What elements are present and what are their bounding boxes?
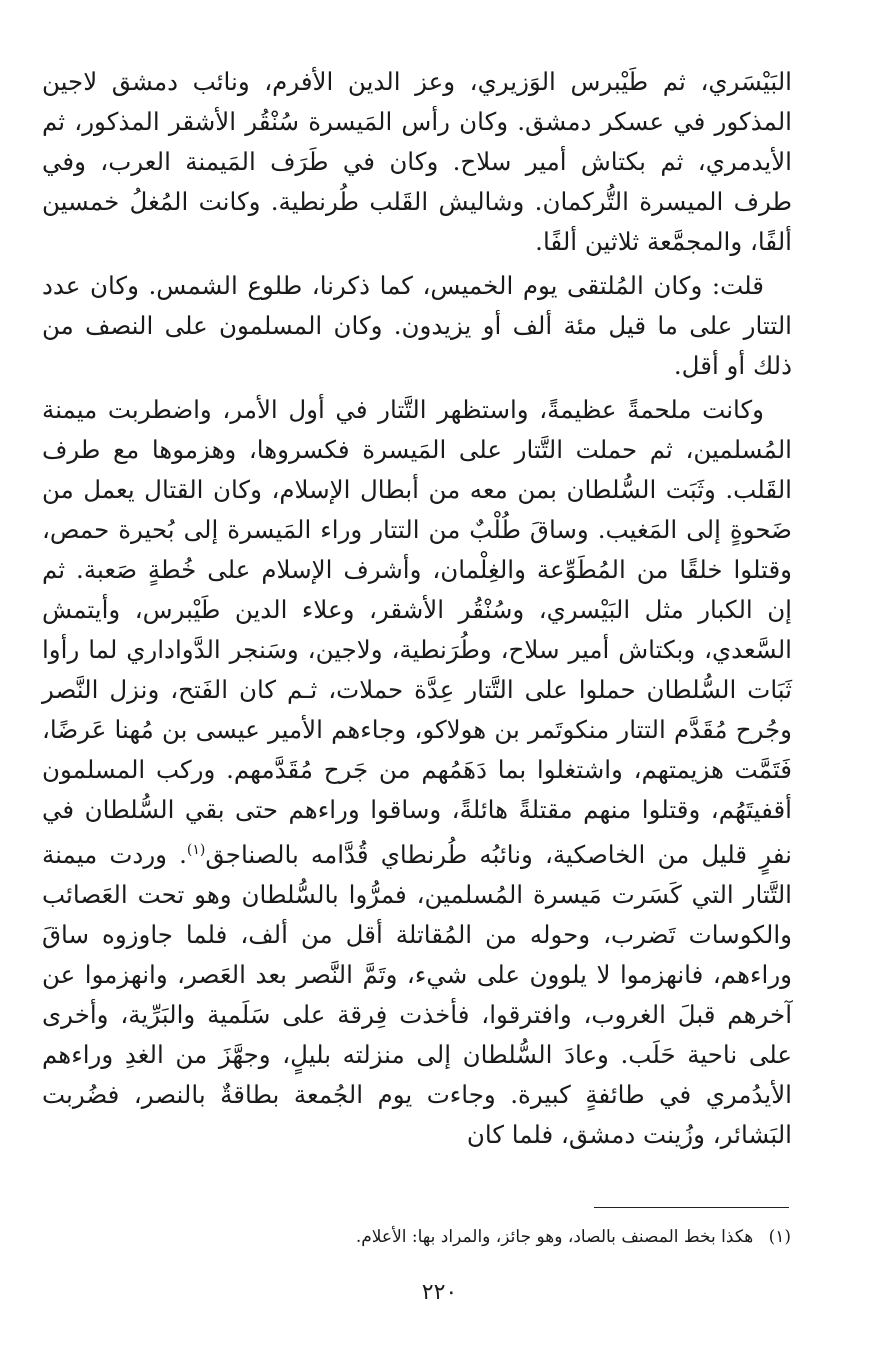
- paragraph-3-text: وكانت ملحمةً عظيمةً، واستظهر التَّتار في أول الأمر، واضطربت ميمنة المُسلمين، ثم حملت التَّتار على المَيسرة فكسروها، وهزموها مع طرف القَلب. وثَبَت السُّلطان بمن معه من أبطال الإسلام، وكان القتال يعمل من ضَحوةٍ إلى المَغيب. وساقَ طُلْبٌ من التتار وراء المَيسرة إلى بُحيرة حمص، وقتلوا خلقًا من المُطَوِّعة والغِلْمان، وأشرف الإسلام على خُطةٍ صَعبة. ثم إن الكبار مثل البَيْسري، وسُنْقُر الأشقر، وعلاء الدين طَيْبرس، وأيتمش السَّعدي، وبكتاش أمير سلاح، وطُرَنطية، ولاجين، وسَنجر الدَّواداري لما رأوا ثَبَات السُّلطان حملوا على التَّتار عِدَّة حملات، ثـم كان الفَتح، ونزل النَّصر وجُرح مُقَدَّم التتار منكوتَمر بن هولاكو، وجاءهم الأمير عيسى بن مُهنا عَرضًا، فَتَمَّت هزيمتهم، واشتغلوا بما دَهَمُهم من جَرح مُقَدَّمهم. وركب المسلمون أقفيتَهُم، وقتلوا منهم مقتلةً هائلةً، وساقوا وراءهم حتى بقي السُّلطان في نفرٍ قليل من الخاصكية، ونائبُه طُرنطاي قُدَّامه بالصناجق: [42, 395, 792, 870]
- footnote-number: (١): [768, 1227, 791, 1247]
- paragraph-1: البَيْسَري، ثم طَيْبرس الوَزيري، وعز الدين الأفرم، ونائب دمشق لاجين المذكور في عسكر دمشق. وكان رأس المَيسرة سُنْقُر الأشقر المذكور، ثم الأيدمري، ثم بكتاش أمير سلاح. وكان في طَرَف المَيمنة العرب، وفي طرف الميسرة التُّركمان. وشاليش القَلب طُرنطية. وكانت المُغلُ خمسين ألفًا، والمجمَّعة ثلاثين ألفًا.: [42, 67, 792, 256]
- footnote-separator: [594, 1207, 789, 1208]
- footnote-marker: (١): [186, 842, 206, 858]
- footnote-text: هكذا بخط المصنف بالصاد، وهو جائز، والمراد بها: الأعلام.: [355, 1227, 754, 1247]
- page-number: ٢٢٠: [421, 1280, 458, 1305]
- paragraph-3-continued: وردت ميمنة التَّتار التي كَسَرت مَيسرة المُسلمين، فمرُّوا بالسُّلطان وهو تحت العَصائب والكوسات تَضرب، وحوله من المُقاتلة أقل من ألف، فلما جاوزوه ساقَ وراءهم، فانهزموا لا يلوون على شيء، وتَمَّ النَّصر بعد العَصر، وانهزموا عن آخرهم قبلَ الغروب، وافترقوا، فأخذت فِرقة على سَلَمية والبَرِّية، وأخرى على ناحية حَلَب. وعادَ السُّلطان إلى منزلته بليلٍ، وجهَّزَ من الغدِ وراءهم الأيدُمري في طائفةٍ كبيرة. وجاءت يوم الجُمعة بطاقةٌ بالنصر، فضُربت البَشائر، وزُينت دمشق، فلما كان: [42, 840, 792, 1150]
- paragraph-2: قلت: وكان المُلتقى يوم الخميس، كما ذكرنا، طلوع الشمس. وكان عدد التتار على ما قيل مئة ألف أو يزيدون. وكان المسلمون على النصف من ذلك أو أقل.: [42, 271, 792, 380]
- main-text: [42, 62, 792, 1155]
- footnote: [91, 1224, 791, 1250]
- paragraph-3: وكانت ملحمةً عظيمةً، واستظهر التَّتار في أول الأمر، واضطربت ميمنة المُسلمين، ثم حملت التَّتار على المَيسرة فكسروها، وهزموها مع طرف القَلب. وثَبَت السُّلطان بمن معه من أبطال الإسلام، وكان القتال يعمل من ضَحوةٍ إلى المَغيب. وساقَ طُلْبٌ من التتار وراء المَيسرة إلى بُحيرة حمص، وقتلوا خلقًا من المُطَوِّعة والغِلْمان، وأشرف الإسلام على خُطةٍ صَعبة. ثم إن الكبار مثل البَيْسري، وسُنْقُر الأشقر، وعلاء الدين طَيْبرس، وأيتمش السَّعدي، وبكتاش أمير سلاح، وطُرَنطية، ولاجين، وسَنجر الدَّواداري لما رأوا ثَبَات السُّلطان حملوا على التَّتار عِدَّة حملات، ثـم كان الفَتح، ونزل النَّصر وجُرح مُقَدَّم التتار منكوتَمر بن هولاكو، وجاءهم الأمير عيسى بن مُهنا عَرضًا، فَتَمَّت هزيمتهم، واشتغلوا بما دَهَمُهم من جَرح مُقَدَّمهم. وركب المسلمون أقفيتَهُم، وقتلوا منهم مقتلةً هائلةً، وساقوا وراءهم حتى بقي السُّلطان في نفرٍ قليل من الخاصكية، ونائبُه طُرنطاي قُدَّامه بالصناجق$^{(١)}$. وردت ميمنة التَّتار التي كَسَرت مَيسرة المُسلمين، فمرُّوا بالسُّلطان وهو تحت العَصائب والكوسات تَضرب، وحوله من المُقاتلة أقل من ألف، فلما جاوزوه ساقَ وراءهم، فانهزموا لا يلوون على شيء، وتَمَّ النَّصر بعد العَصر، وانهزموا عن آخرهم قبلَ الغروب، وافترقوا، فأخذت فِرقة على سَلَمية والبَرِّية، وأخرى على ناحية حَلَب. وعادَ السُّلطان إلى منزلته بليلٍ، وجهَّزَ من الغدِ وراءهم الأيدُمري في طائفةٍ كبيرة. وجاءت يوم الجُمعة بطاقةٌ بالنصر، فضُربت البَشائر، وزُينت دمشق، فلما كان: [42, 395, 792, 1150]
